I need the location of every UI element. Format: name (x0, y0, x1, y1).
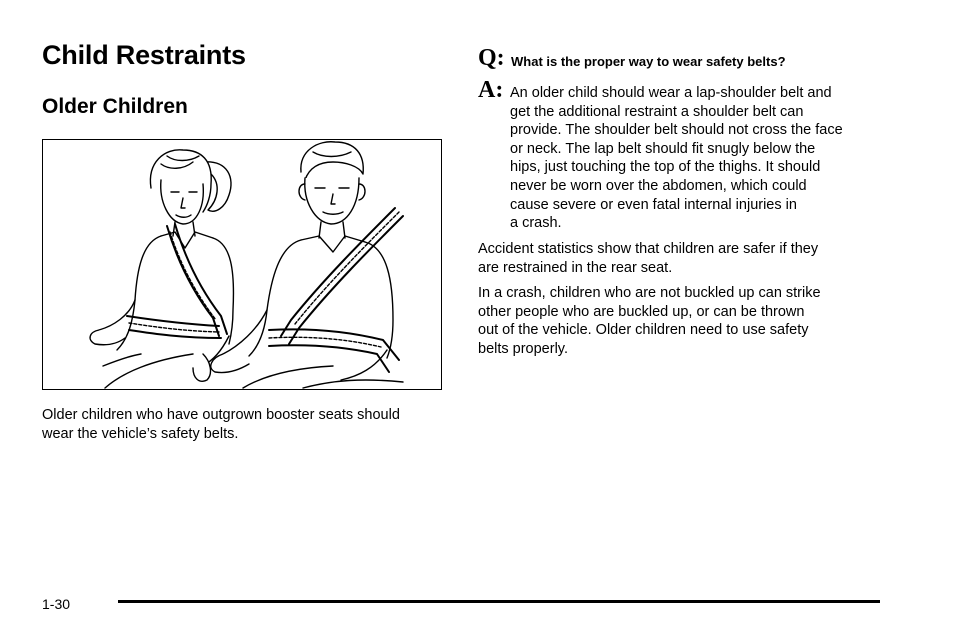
crash-paragraph (478, 284, 893, 358)
section-heading: Older Children (42, 95, 188, 118)
caption-line: wear the vehicle’s safety belts. (42, 425, 239, 442)
question-text: What is the proper way to wear safety belts? (511, 54, 786, 69)
paragraph-line: In a crash, children who are not buckled up can strike (478, 285, 821, 301)
paragraph-line: other people who are buckled up, or can be thrown (478, 303, 805, 320)
answer-line: a crash. (510, 215, 562, 232)
statistics-paragraph (478, 240, 893, 277)
paragraph-line: belts properly. (478, 340, 568, 357)
answer-marker: A: (478, 77, 504, 103)
footer-rule (118, 600, 880, 603)
paragraph-line: out of the vehicle. Older children need to use safety (478, 322, 809, 338)
illustration-frame (42, 139, 442, 390)
answer-line: or neck. The lap belt should fit snugly below the (510, 140, 816, 157)
answer-line: get the additional restraint a shoulder belt can (510, 103, 804, 120)
question-marker: Q: (478, 45, 505, 71)
page-number: 1-30 (42, 596, 71, 612)
answer-line: provide. The shoulder belt should not cross the face (510, 122, 843, 139)
answer-line: never be worn over the abdomen, which could (510, 177, 807, 194)
page-title: Child Restraints (42, 40, 246, 70)
paragraph-line: Accident statistics show that children are safer if they (478, 241, 819, 257)
children-seatbelt-illustration (43, 140, 441, 389)
answer-line: hips, just touching the top of the thighs. It should (510, 159, 821, 176)
answer-line: cause severe or even fatal internal injuries in (510, 196, 797, 213)
illustration-caption (42, 406, 447, 443)
answer-line: An older child should wear a lap-shoulder belt and (510, 85, 832, 101)
caption-line: Older children who have outgrown booster seats should (42, 407, 400, 423)
answer-text (510, 84, 895, 233)
paragraph-line: are restrained in the rear seat. (478, 259, 673, 276)
